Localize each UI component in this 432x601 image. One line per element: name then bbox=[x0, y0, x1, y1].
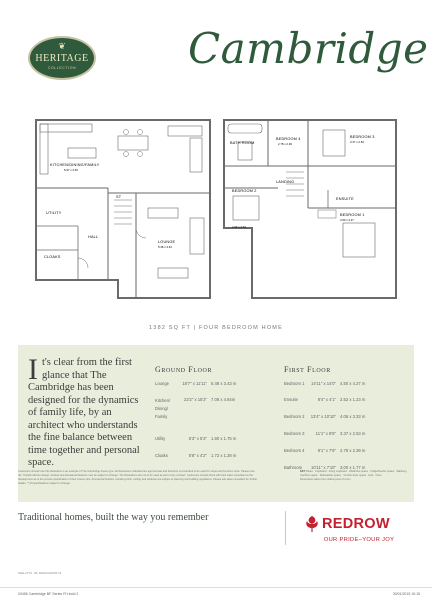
ground-floor-table: Lounge 18'7" x 11'11" 5.48 x 3.43 m Kitchen/ Dining/ Family 23'2" x 15'3" 7.08 x 4.64m Utility 6'3" x 5'3" 1.90 x 1.75 m Cloaks 5'8" x 4'2" 1.72 x 1.28 m bbox=[155, 381, 237, 458]
ensuite-label: ENSUITE bbox=[336, 197, 354, 201]
heritage-logo bbox=[28, 36, 96, 80]
floor-plans bbox=[18, 108, 414, 308]
bedroom3-dim: 3.37 x 2.53 bbox=[350, 140, 364, 144]
ground-floor-heading: Ground Floor bbox=[155, 365, 213, 374]
kitchen-label: KITCHEN/DINING/FAMILY bbox=[50, 163, 100, 167]
first-floor-heading: First Floor bbox=[284, 365, 331, 374]
lounge-label: LOUNGE bbox=[158, 240, 176, 244]
intro-body: t's clear from the first glance that The Cambridge has been designed for the dynamics of family life, by an architect who understands the fine balance between time together and personal space. bbox=[28, 357, 140, 468]
bedroom3-label: BEDROOM 3 bbox=[350, 135, 375, 139]
bedroom2-dim: 4.06 x 3.33 bbox=[232, 225, 246, 229]
utility-label: UTILITY bbox=[46, 211, 62, 215]
first-floor-table: Bedroom 1 14'11" x 14'0" 4.50 x 4.27 m Ensuite 8'4" x 4'1" 2.52 x 1.23 m Bedroom 2 13'4" x 10'10" 4.06 x 3.33 m Bedroom 3 11'1" x 8'8" 3.37 x 2.53 m Bedroom 4 9'1" x 7'9" 2.78 x 2.39 m Bathroom 10'11" x 7'10" 3.00 x 1.77 m bbox=[284, 381, 366, 470]
lounge-dim: 5.48 x 3.43 bbox=[158, 245, 172, 249]
logo-subtitle: COLLECTION bbox=[47, 66, 77, 70]
divider bbox=[285, 511, 286, 545]
redrow-logo bbox=[296, 510, 416, 550]
tagline: Traditional homes, built the way you remember bbox=[18, 512, 209, 523]
brand-tagline: OUR PRIDE–YOUR JOY bbox=[323, 537, 395, 543]
bathroom-label: BATH ROOM bbox=[230, 141, 255, 145]
bedroom1-dim: 4.50 x 4.27 bbox=[340, 218, 354, 222]
intro-dropcap: I bbox=[28, 353, 38, 386]
print-footer bbox=[0, 587, 432, 601]
bedroom4-dim: 2.78 x 2.39 bbox=[278, 142, 292, 146]
house-subtitle: 1382 SQ FT | FOUR BEDROOM HOME bbox=[149, 325, 283, 331]
key-item: Tumble dryer space bbox=[343, 474, 367, 477]
key-item: Oven bbox=[375, 474, 382, 477]
landing-label: LANDING bbox=[276, 180, 295, 184]
disclaimer: Customers should note this illustration is an example of The Cambridge house type. All dimensions indicated are approximate and therefore not intended to be used for carpet and furniture sizes. Please note the 'Yourkitt' kitchen design, window and elevational features may be subject to change. The illustrations are not to be used as part of any contract. Customers should check with their sales consultant at the development as to the precise specification of their chosen plot. All external finishes, including brick, roofing and windows are subject to planning and building regulations. Please ask sales consultant for further details. ** All specifications subject to change. bbox=[18, 470, 258, 485]
brand-name: REDROW bbox=[322, 516, 390, 532]
key-item: Hob bbox=[368, 474, 374, 477]
key-item: Cupboard bbox=[315, 470, 327, 473]
key-note: Dimensions taken from widest point of room bbox=[300, 478, 351, 481]
footer-date: 30/01/2015 15:15 bbox=[392, 592, 420, 596]
rose-icon bbox=[304, 514, 320, 532]
key-item: Boiler bbox=[306, 470, 313, 473]
kitchen-dim: 5.97 x 4.45 bbox=[64, 168, 78, 172]
key-panel: KEY Boiler · Cupboard · Airing cupboard · Wardrobe space · Fridge/freezer space · Washing machine space · Dishwasher space · Tumble dryer space · Hob · Oven Dimensions taken from widest point of room bbox=[300, 470, 407, 481]
key-item: Dishwasher space bbox=[319, 474, 341, 477]
logo-name: HERITAGE bbox=[35, 53, 89, 64]
hall-label: HALL bbox=[88, 235, 99, 239]
key-title: KEY bbox=[300, 470, 306, 473]
intro-text bbox=[28, 353, 143, 470]
footer-file: 03456 Cambridge BF Series FH.indd 2 bbox=[18, 592, 79, 596]
key-item: Fridge/freezer space bbox=[370, 470, 395, 473]
key-item: Airing cupboard bbox=[328, 470, 347, 473]
house-title: Cambridge bbox=[188, 24, 429, 73]
key-item: Wardrobe space bbox=[349, 470, 369, 473]
bedroom1-label: BEDROOM 1 bbox=[340, 213, 365, 217]
bedroom2-label: BEDROOM 2 bbox=[232, 189, 257, 193]
key-item: Washing machine space bbox=[300, 470, 407, 477]
stair-label: ST bbox=[116, 195, 122, 199]
leaf-icon: ❦ bbox=[58, 42, 66, 52]
reference-code: SHE-2774 . RL DHD/CAM/03 V1 bbox=[18, 571, 62, 575]
cloaks-label: CLOAKS bbox=[44, 255, 61, 259]
bedroom4-label: BEDROOM 4 bbox=[276, 137, 301, 141]
